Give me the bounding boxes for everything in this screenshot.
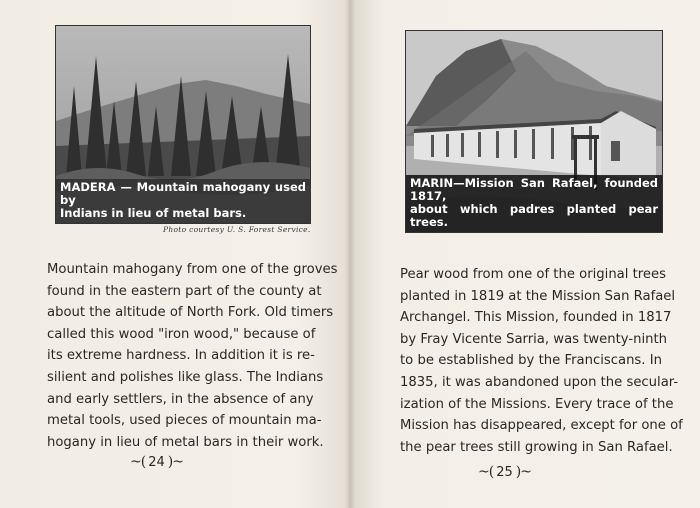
marin-photo: [405, 30, 663, 233]
ornament-left-icon: ~(: [478, 464, 494, 480]
text-line: Mission has disappeared, except for one of: [400, 418, 683, 434]
ornament-right-icon: )~: [167, 454, 183, 470]
madera-caption: [56, 179, 310, 223]
text-line: metal tools, used pieces of mountain ma-: [47, 413, 322, 429]
text-line: about the altitude of North Fork. Old timers: [47, 305, 334, 321]
page-number: 24: [148, 454, 165, 470]
text-line: called this wood "iron wood," because of: [47, 326, 316, 342]
madera-photo: [55, 25, 311, 224]
text-line: Pear wood from one of the original trees: [400, 267, 667, 282]
right-page-number: [478, 464, 531, 480]
text-line: by Fray Vicente Sarria, was twenty-ninth: [400, 331, 668, 347]
text-line: silient and polishes like glass. The Indians: [47, 369, 324, 385]
ornament-left-icon: ~(: [130, 454, 146, 470]
caption-line-2: Indians in lieu of metal bars.: [60, 206, 247, 220]
caption-line-1: MARIN—Mission San Rafael, founded 1817,: [410, 176, 658, 203]
text-line: and early settlers, in the absence of any: [47, 391, 314, 407]
ornament-right-icon: )~: [515, 464, 531, 480]
text-line: planted in 1819 at the Mission San Rafael: [400, 288, 676, 304]
marin-caption: [406, 175, 662, 232]
caption-line-1: MADERA — Mountain mahogany used by: [60, 180, 306, 207]
text-line: found in the eastern part of the county at: [47, 283, 322, 299]
book-gutter: [345, 0, 355, 508]
text-line: to be established by the Franciscans. In: [400, 353, 662, 369]
text-line: Mountain mahogany from one of the groves: [47, 262, 338, 277]
text-line: hogany in lieu of metal bars in their work.: [47, 434, 324, 450]
text-line: its extreme hardness. In addition it is re-: [47, 348, 315, 364]
text-line: Archangel. This Mission, founded in 1817: [400, 310, 672, 326]
right-page: [350, 0, 700, 508]
text-line: 1835, it was abandoned upon the secular-: [400, 374, 679, 390]
caption-line-2: about which padres planted pear trees.: [410, 202, 658, 229]
left-page-number: [130, 454, 183, 470]
page-number: 25: [496, 464, 513, 480]
text-line: the pear trees still growing in San Rafael.: [400, 439, 673, 455]
left-body-text: [47, 259, 338, 453]
right-body-text: [400, 264, 683, 458]
photo-credit: Photo courtesy U. S. Forest Service.: [163, 225, 311, 234]
text-line: ization of the Missions. Every trace of the: [400, 396, 674, 412]
